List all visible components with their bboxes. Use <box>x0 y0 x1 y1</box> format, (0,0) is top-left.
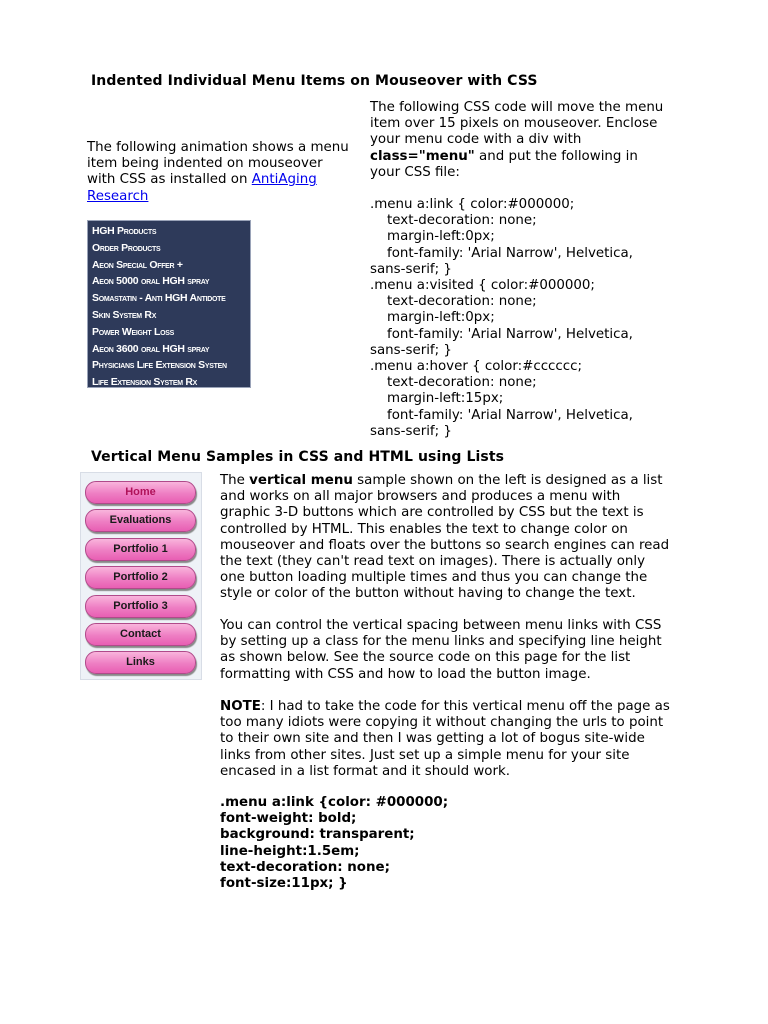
section1-right-text <box>370 100 700 181</box>
code-line: .menu a:link {color: #000000; <box>220 795 449 810</box>
code-line: font-family: 'Arial Narrow', Helvetica, <box>370 407 633 423</box>
text-line: one button loading multiple times and thus you can change the <box>220 570 648 586</box>
vertical-menu-description <box>220 473 690 603</box>
text-line: your CSS file: <box>370 164 460 180</box>
code-line: font-size:11px; } <box>220 876 348 892</box>
section1-intro <box>87 140 362 205</box>
text-line: too many idiots were copying it without changing the urls to point <box>220 715 664 731</box>
text-line: style or color of the button without having to change the text. <box>220 586 636 602</box>
code-line: text-decoration: none; <box>220 859 390 875</box>
text-line: graphic 3-D buttons which are controlled by CSS but the text is <box>220 505 644 521</box>
intro-line <box>87 172 362 188</box>
text-line: as shown below. See the source code on this page for the list <box>220 650 631 666</box>
research-link[interactable]: Research <box>87 188 149 204</box>
vertical-menu-sample <box>80 472 202 680</box>
code-line: .menu a:visited { color:#000000; <box>370 278 595 294</box>
intro-line: The following animation shows a menu <box>87 140 349 155</box>
menu-item-aeon-5000[interactable]: Aeon 5000 oral HGH spray <box>92 275 210 288</box>
text-line: formatting with CSS and how to load the button image. <box>220 666 591 682</box>
menu-button-portfolio-1[interactable]: Portfolio 1 <box>85 538 196 561</box>
menu-item-aeon-special-offer[interactable]: Aeon Special Offer + <box>92 258 183 271</box>
text-line: the text (they can't read text on images). There is actually only <box>220 554 646 570</box>
text-line: links from other sites. Just set up a simple menu for your site <box>220 747 630 763</box>
text-line: The following CSS code will move the menu <box>370 100 664 115</box>
menu-button-links[interactable]: Links <box>85 651 196 674</box>
code-line: font-family: 'Arial Narrow', Helvetica, <box>370 326 633 342</box>
text-line <box>220 699 690 715</box>
section1-heading: Indented Individual Menu Items on Mouseover with CSS <box>91 73 538 89</box>
code-line: font-weight: bold; <box>220 811 357 827</box>
code-line: sans-serif; } <box>370 342 452 358</box>
class-menu-code: class="menu" <box>370 148 475 164</box>
text-line: encased in a list format and it should work. <box>220 763 511 779</box>
intro-line <box>87 189 362 205</box>
menu-button-contact[interactable]: Contact <box>85 623 196 646</box>
menu-item-somastatin[interactable]: Somastatin - Anti HGH Antidote <box>92 292 226 305</box>
menu-button-portfolio-3[interactable]: Portfolio 3 <box>85 595 196 618</box>
text-line: and works on all major browsers and produces a menu with <box>220 489 621 505</box>
menu-item-physicians-life-extension[interactable]: Physicians Life Extension Systen <box>92 359 227 372</box>
vertical-menu-bold: vertical menu <box>249 473 353 488</box>
note-label: NOTE <box>220 699 261 714</box>
code-line: margin-left:15px; <box>370 391 504 407</box>
menu-css-code <box>220 795 690 892</box>
css-code-block <box>370 197 700 440</box>
intro-line: item being indented on mouseover <box>87 156 323 172</box>
note-paragraph <box>220 699 690 780</box>
text-line: item over 15 pixels on mouseover. Enclose <box>370 116 658 132</box>
section2-heading: Vertical Menu Samples in CSS and HTML using Lists <box>91 449 505 465</box>
code-line: text-decoration: none; <box>370 294 537 310</box>
code-line: .menu a:hover { color:#cccccc; <box>370 359 583 375</box>
vertical-spacing-paragraph <box>220 618 690 683</box>
code-line: line-height:1.5em; <box>220 843 360 859</box>
text-line: by setting up a class for the menu links and specifying line height <box>220 634 662 650</box>
text-line: your menu code with a div with <box>370 132 582 148</box>
code-line: .menu a:link { color:#000000; <box>370 197 575 212</box>
menu-button-evaluations[interactable]: Evaluations <box>85 509 196 532</box>
text: sample shown on the left is designed as a list <box>352 473 663 488</box>
code-line: font-family: 'Arial Narrow', Helvetica, <box>370 245 633 261</box>
code-line: text-decoration: none; <box>370 213 537 229</box>
text-line <box>220 473 690 489</box>
text-line <box>370 149 700 165</box>
text-line: to their own site and then I was getting a lot of bogus site-wide <box>220 731 645 747</box>
code-line: sans-serif; } <box>370 423 452 439</box>
menu-item-power-weight-loss[interactable]: Power Weight Loss <box>92 325 175 338</box>
menu-item-hgh-products[interactable]: HGH Products <box>92 225 157 237</box>
menu-item-order-products[interactable]: Order Products <box>92 241 161 254</box>
code-line: text-decoration: none; <box>370 375 537 391</box>
code-line: sans-serif; } <box>370 261 452 277</box>
code-line: margin-left:0px; <box>370 310 495 326</box>
text: : I had to take the code for this vertical menu off the page as <box>260 699 670 714</box>
menu-item-life-extension-rx[interactable]: Life Extension System Rx <box>92 376 198 389</box>
indent-menu-sample <box>87 220 251 388</box>
text-line: mouseover and floats over the buttons so search engines can read <box>220 537 670 553</box>
menu-button-home[interactable]: Home <box>85 481 196 504</box>
text: The <box>220 473 250 488</box>
text-line: controlled by HTML. This enables the text to change color on <box>220 521 628 537</box>
menu-item-skin-system[interactable]: Skin System Rx <box>92 308 157 321</box>
code-line: margin-left:0px; <box>370 229 495 245</box>
antiaging-link[interactable]: AntiAging <box>251 172 317 188</box>
text-line-rest: and put the following in <box>474 148 638 164</box>
intro-line-text: with CSS as installed on <box>87 172 252 188</box>
menu-button-portfolio-2[interactable]: Portfolio 2 <box>85 566 196 589</box>
menu-item-aeon-3600[interactable]: Aeon 3600 oral HGH spray <box>92 342 210 355</box>
code-line: background: transparent; <box>220 827 415 843</box>
text-line: You can control the vertical spacing between menu links with CSS <box>220 618 662 633</box>
